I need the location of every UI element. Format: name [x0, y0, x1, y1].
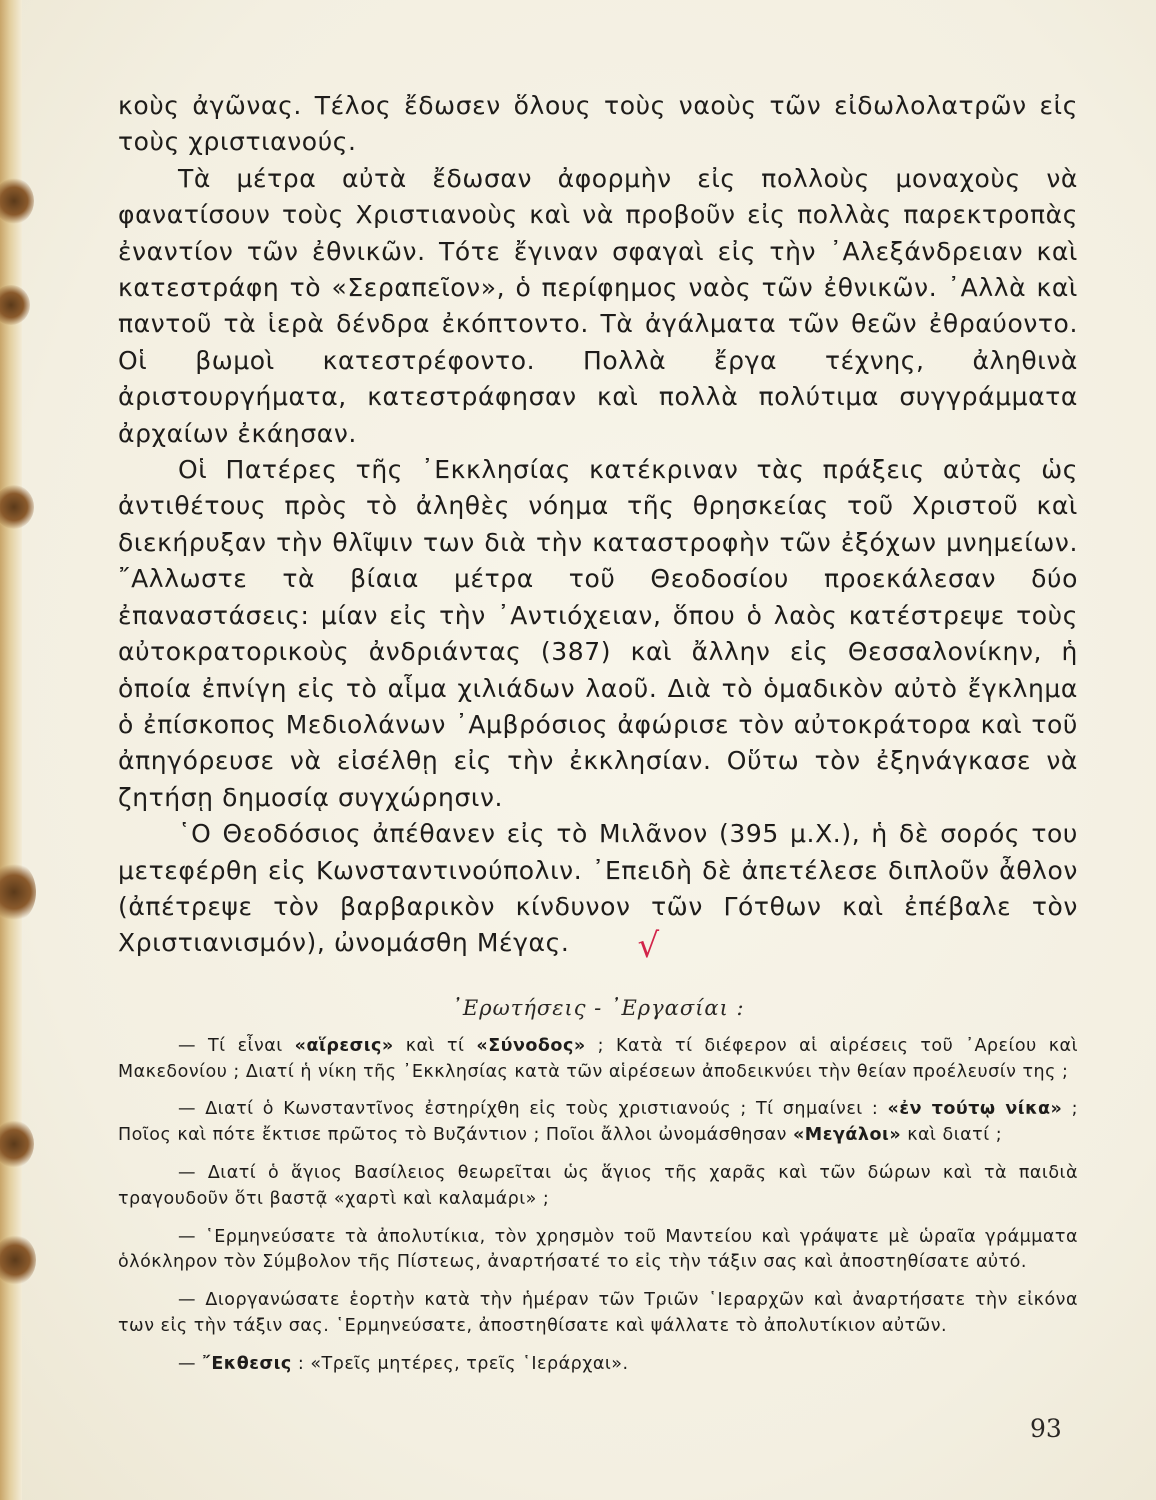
question-text: καὶ διατί ;: [901, 1125, 1003, 1146]
question-item: [118, 1288, 1078, 1340]
question-text: — ῾Ερμηνεύσατε τὰ ἀπολυτίκια, τὸν χρησμὸν τοῦ Μαντείου καὶ γράψατε μὲ ὡραῖα γράμματα ὁλόκληρον τὸν Σύμβολον τῆς Πίστεως, ἀναρτήσατέ το εἰς τὴν τάξιν σας καὶ ἀποστηθίσατε αὐτό.: [118, 1226, 1078, 1273]
question-text: — Τί εἶναι: [178, 1035, 295, 1056]
body-paragraph: ῾Ο Θεοδόσιος ἀπέθανεν εἰς τὸ Μιλᾶνον (395 μ.Χ.), ἡ δὲ σορός του μετεφέρθη εἰς Κωνσταντινούπολιν. ᾿Επειδὴ δὲ ἀπετέλεσε διπλοῦν ἆθλον (ἀπέτρεψε τὸν βαρβαρικὸν κίνδυνον τῶν Γότθων καὶ ἐπέβαλε τὸν Χριστιανισμόν), ὠνομάσθη Μέγας. √: [118, 819, 1078, 967]
question-term: «ἐν τούτῳ νίκα»: [887, 1099, 1063, 1120]
page-content: [118, 88, 1078, 1390]
burn-mark: [0, 1120, 34, 1168]
question-term: «αἵρεσις»: [294, 1035, 394, 1056]
question-term: «Σύνοδος»: [476, 1035, 586, 1056]
question-text: — Διατί ὁ Κωνσταντῖνος ἐστηρίχθη εἰς τοὺς χριστιανούς ; Τί σημαίνει :: [178, 1099, 888, 1120]
burn-mark: [0, 1235, 36, 1285]
question-text: — Διατί ὁ ἅγιος Βασίλειος θεωρεῖται ὡς ἅγιος τῆς χαρᾶς καὶ τῶν δώρων καὶ τὰ παιδιὰ τραγουδοῦν ὅτι βαστᾷ «χαρτὶ καὶ καλαμάρι» ;: [118, 1162, 1078, 1209]
questions-heading: ᾿Ερωτήσεις - ᾿Εργασίαι :: [451, 995, 745, 1020]
question-term: «Μεγάλοι»: [793, 1125, 902, 1146]
question-item: [118, 1161, 1078, 1213]
question-item: [118, 1097, 1078, 1149]
burn-mark: [0, 862, 36, 922]
burn-mark: [0, 285, 30, 325]
body-text: [118, 88, 1078, 967]
body-paragraph: Τὰ μέτρα αὐτὰ ἔδωσαν ἀφορμὴν εἰς πολλοὺς μοναχοὺς νὰ φανατίσουν τοὺς Χριστιανοὺς καὶ νὰ προβοῦν εἰς πολλὰς παρεκτροπὰς ἐναντίον τῶν ἐθνικῶν. Τότε ἔγιναν σφαγαὶ εἰς τὴν ᾿Αλεξάνδρειαν καὶ κατεστράφη τὸ «Σεραπεῖον», ὁ περίφημος ναὸς τῶν ἐθνικῶν. ᾿Αλλὰ καὶ παντοῦ τὰ ἱερὰ δένδρα ἐκόπτοντο. Τὰ ἀγάλματα τῶν θεῶν ἐθραύοντο. Οἱ βωμοὶ κατεστρέφοντο. Πολλὰ ἔργα τέχνης, ἀληθινὰ ἀριστουργήματα, κατεστράφησαν καὶ πολλὰ πολύτιμα συγγράμματα ἀρχαίων ἐκάησαν.: [118, 163, 1078, 448]
body-paragraph: κοὺς ἀγῶνας. Τέλος ἔδωσεν ὅλους τοὺς ναοὺς τῶν εἰδωλολατρῶν εἰς τοὺς χριστιανούς.: [118, 91, 1078, 157]
question-text: — Διοργανώσατε ἑορτὴν κατὰ τὴν ἡμέραν τῶν Τριῶν ῾Ιεραρχῶν καὶ ἀναρτήσατε τὴν εἰκόνα των εἰς τὴν τάξιν σας. ῾Ερμηνεύσατε, ἀποστηθίσατε καὶ ψάλλατε τὸ ἀπολυτίκιον αὐτῶν.: [118, 1290, 1078, 1336]
question-text: ; Κατὰ τί διέφερον αἱ αἱρέσεις τοῦ ᾿Αρείου καὶ Μακεδονίου ; Διατί ἡ νίκη τῆς ᾿Εκκλησίας κατὰ τῶν αἱρέσεων ἀποδεικνύει τὴν θείαν προέλευσίν της ;: [118, 1035, 1078, 1082]
question-text: —: [178, 1353, 203, 1374]
question-text: καὶ τί: [393, 1035, 477, 1056]
question-text: : «Τρεῖς μητέρες, τρεῖς ῾Ιεράρχαι».: [291, 1353, 629, 1374]
handwritten-checkmark: √: [637, 926, 660, 967]
question-item: [118, 1034, 1078, 1086]
burn-mark: [0, 178, 34, 224]
body-paragraph: Οἱ Πατέρες τῆς ᾿Εκκλησίας κατέκριναν τὰς πράξεις αὐτὰς ὡς ἀντιθέτους πρὸς τὸ ἀληθὲς νόημα τῆς θρησκείας τοῦ Χριστοῦ καὶ διεκήρυξαν τὴν θλῖψιν των διὰ τὴν καταστροφὴν τῶν ἐξόχων μνημείων. ῎Αλλωστε τὰ βίαια μέτρα τοῦ Θεοδοσίου προεκάλεσαν δύο ἐπαναστάσεις: μίαν εἰς τὴν ᾿Αντιόχειαν, ὅπου ὁ λαὸς κατέστρεψε τοὺς αὐτοκρατορικοὺς ἀνδριάντας (387) καὶ ἄλλην εἰς Θεσσαλονίκην, ἡ ὁποία ἐπνίγη εἰς τὸ αἷμα χιλιάδων λαοῦ. Διὰ τὸ ὁμαδικὸν αὐτὸ ἔγκλημα ὁ ἐπίσκοπος Μεδιολάνων ᾿Αμβρόσιος ἀφώρισε τὸν αὐτοκράτορα καὶ τοῦ ἀπηγόρευσε νὰ εἰσέλθῃ εἰς τὴν ἐκκλησίαν. Οὕτω τὸν ἐξηνάγκασε νὰ ζητήσῃ δημοσίᾳ συγχώρησιν.: [118, 455, 1078, 812]
question-term: ῎Εκθεσις: [202, 1353, 292, 1374]
question-text: ; Ποῖος καὶ πότε ἔκτισε πρῶτος τὸ Βυζάντιον ; Ποῖοι ἄλλοι ὠνομάσθησαν: [118, 1099, 1078, 1146]
page-number: 93: [1030, 1414, 1062, 1443]
burn-mark: [0, 485, 34, 529]
question-item: [118, 1352, 1078, 1378]
questions-list: [118, 1034, 1078, 1378]
question-item: [118, 1225, 1078, 1277]
